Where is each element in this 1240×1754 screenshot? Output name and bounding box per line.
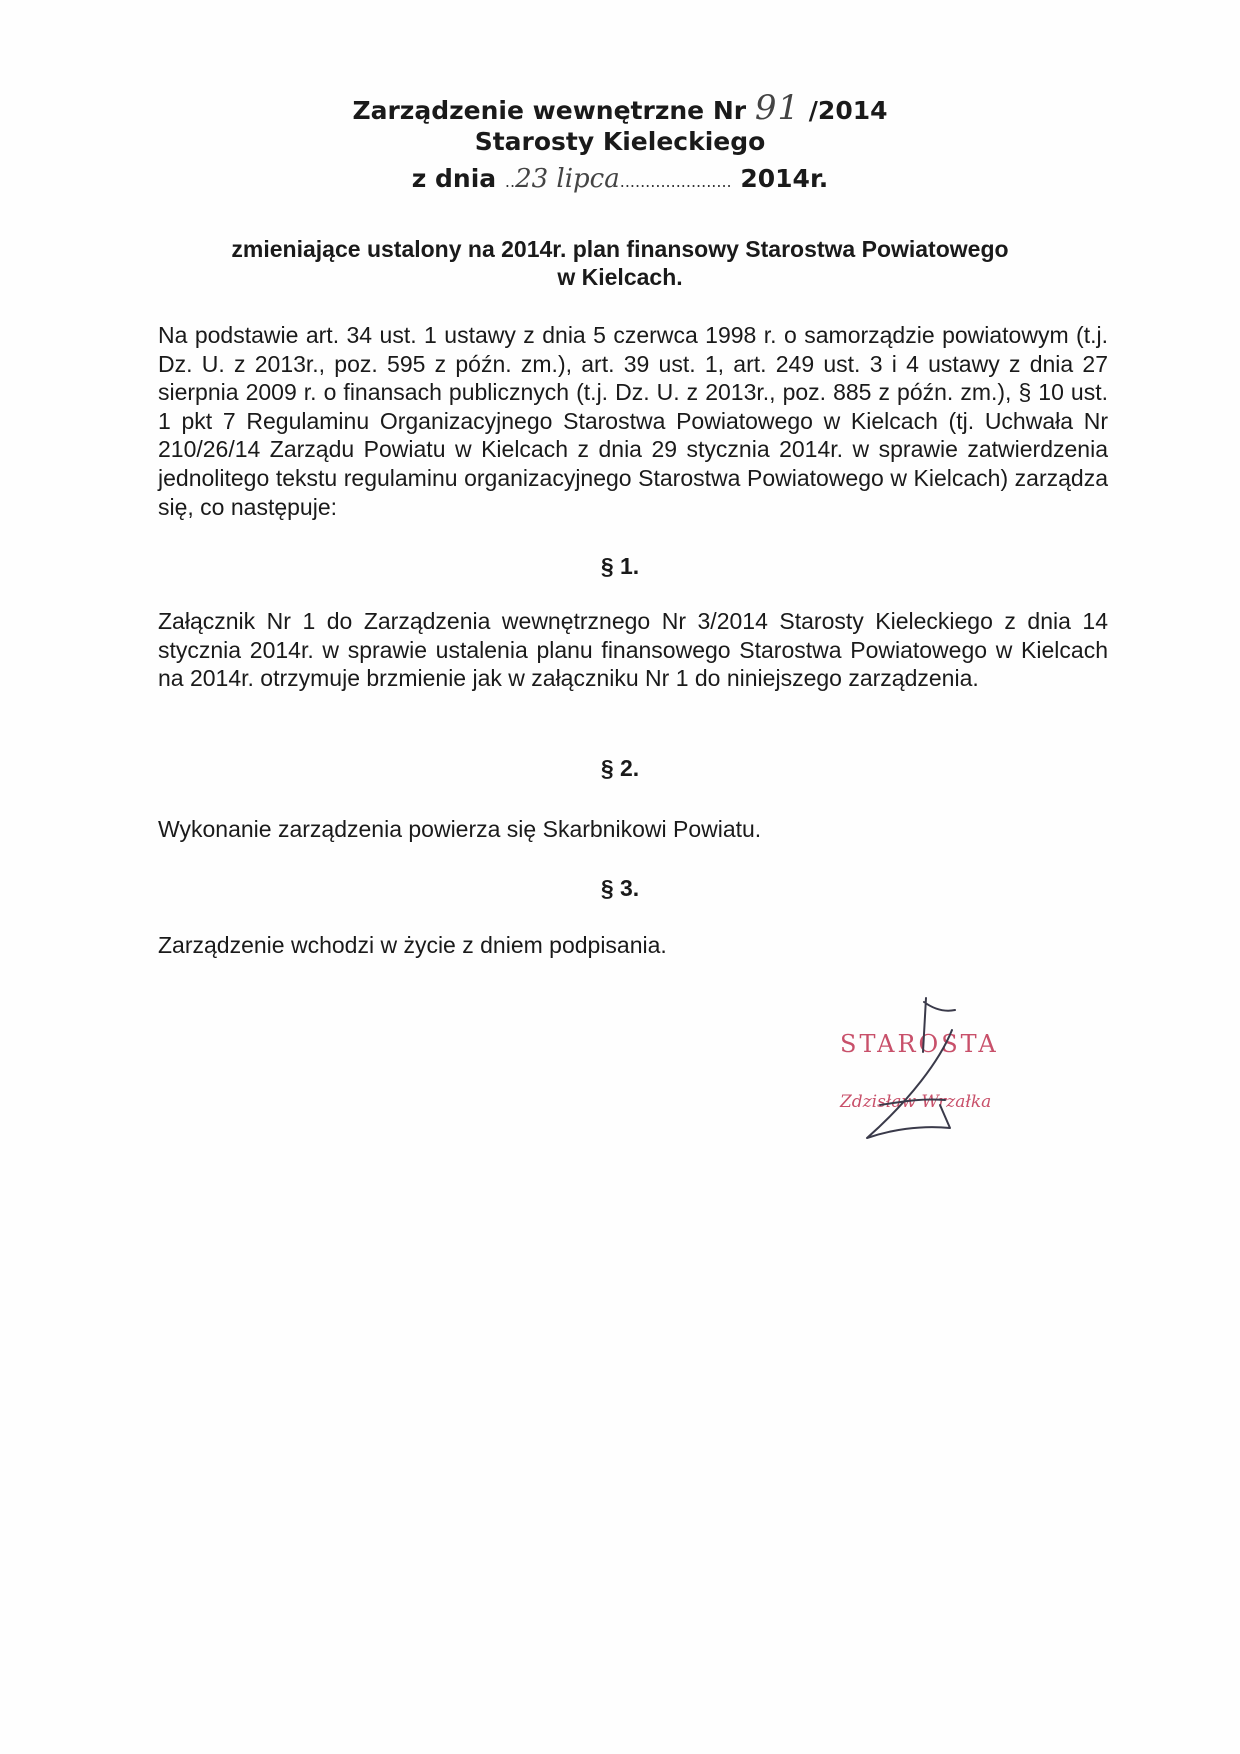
title-prefix: Zarządzenie wewnętrzne Nr <box>352 96 747 125</box>
title-line <box>0 88 1240 128</box>
handwritten-signature <box>820 990 1020 1140</box>
date-suffix: 2014r. <box>740 164 829 193</box>
issuer-line: Starosty Kieleckiego <box>474 127 766 156</box>
section-3-sign: § 3. <box>600 875 640 901</box>
section-2-text: Wykonanie zarządzenia powierza się Skarbnikowi Powiatu. <box>158 816 762 842</box>
subject <box>0 235 1240 291</box>
starosta-stamp <box>820 990 1020 1140</box>
preamble: Na podstawie art. 34 ust. 1 ustawy z dnia 5 czerwca 1998 r. o samorządzie powiatowym (t.j. Dz. U. z 2013r., poz. 595 z późn. zm.), art. 39 ust. 1, art. 249 ust. 3 i 4 ustawy z dnia 27 sierpnia 2009 r. o finansach publicznych (t.j. Dz. U. z 2013r., poz. 885 z późn. zm.), § 10 ust. 1 pkt 7 Regulaminu Organizacyjnego Starostwa Powiatowego w Kielcach (tj. Uchwała Nr 210/26/14 Zarządu Powiatu w Kielcach z dnia 29 stycznia 2014r. w sprawie zatwierdzenia jednolitego tekstu regulaminu organizacyjnego Starostwa Powiatowego w Kielcach) zarządza się, co następuje: <box>158 322 1108 520</box>
section-3-text: Zarządzenie wchodzi w życie z dniem podpisania. <box>158 932 667 958</box>
section-1-text: Załącznik Nr 1 do Zarządzenia wewnętrznego Nr 3/2014 Starosty Kieleckiego z dnia 14 stycznia 2014r. w sprawie ustalenia planu finansowego Starostwa Powiatowego w Kielcach na 2014r. otrzymuje brzmienie jak w załączniku Nr 1 do niniejszego zarządzenia. <box>158 608 1108 692</box>
subject-line-1: zmieniające ustalony na 2014r. plan finansowy Starostwa Powiatowego <box>231 236 1009 262</box>
subject-line-2: w Kielcach. <box>557 264 683 290</box>
section-1-sign: § 1. <box>600 553 640 579</box>
handwritten-number: 91 <box>754 88 801 128</box>
stamp-title: STAROSTA <box>840 1030 999 1058</box>
handwritten-date: 23 lipca <box>515 164 620 194</box>
section-2-sign: § 2. <box>600 755 640 781</box>
stamp-name: Zdzisław Wrzałka <box>840 1092 992 1112</box>
title-suffix: /2014 <box>808 96 888 125</box>
date-prefix: z dnia <box>411 164 497 193</box>
date-line: z dnia ..23 lipca...................... 2014r. <box>411 164 829 194</box>
